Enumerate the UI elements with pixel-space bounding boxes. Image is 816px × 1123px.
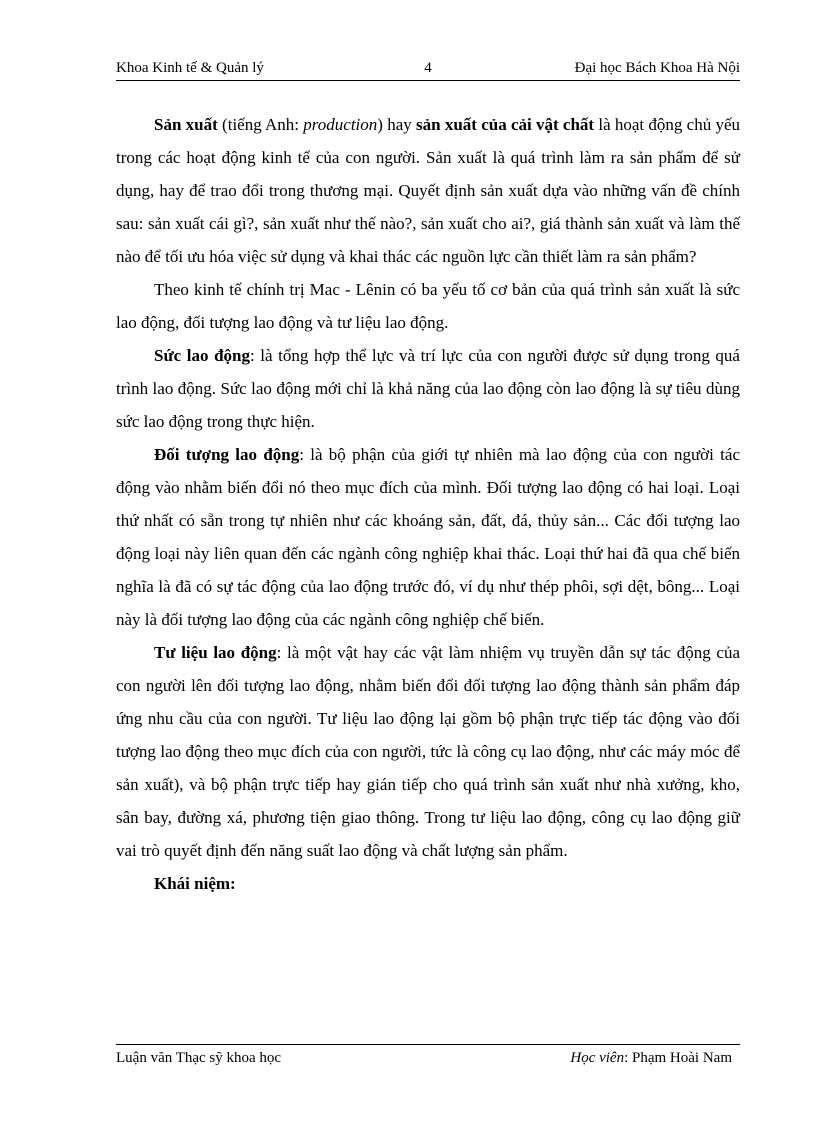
header-faculty: Khoa Kinh tế & Quản lý (116, 60, 264, 76)
page-number: 4 (424, 60, 432, 76)
term-san-xuat-cua-cai: sản xuất của cải vật chất (416, 115, 595, 134)
paragraph-doi-tuong-lao-dong: Đối tượng lao động: là bộ phận của giới tự nhiên mà lao động của con người tác động vào nhằm biến đổi nó theo mục đích của mình. Đối tượng lao động có hai loại. Loại thứ nhất có sẵn trong tự nhiên như các khoáng sản, đất, đá, thủy sản... Các đối tượng lao động loại này liên quan đến các ngành công nghiệp khai thác. Loại thứ hai đã qua chế biến nghĩa là đã có sự tác động của lao động trước đó, ví dụ như thép phôi, sợi dệt, bông... Loại này là đối tượng lao động của các ngành công nghiệp chế biến. (116, 445, 740, 629)
page-header (116, 56, 740, 81)
document-body (116, 108, 740, 900)
page-footer (116, 1044, 740, 1069)
footer-student-label: Học viên (570, 1050, 625, 1066)
footer-thesis-type: Luận văn Thạc sỹ khoa học (116, 1050, 282, 1066)
heading-khai-niem: Khái niệm: (154, 874, 236, 893)
paragraph-tu-lieu-lao-dong: Tư liệu lao động: là một vật hay các vật làm nhiệm vụ truyền dẫn sự tác động của con người lên đối tượng lao động, nhằm biến đổi đối tượng lao động thành sản phẩm đáp ứng nhu cầu của con người. Tư liệu lao động lại gồm bộ phận trực tiếp tác động vào đối tượng lao động theo mục đích của con người, tức là công cụ lao động, như các máy móc để sản xuất), và bộ phận trực tiếp hay gián tiếp cho quá trình sản xuất như nhà xưởng, kho, sân bay, đường xá, phương tiện giao thông. Trong tư liệu lao động, công cụ lao động giữ vai trò quyết định đến năng suất lao động và chất lượng sản phẩm. (116, 643, 740, 860)
term-san-xuat: Sản xuất (154, 115, 218, 134)
footer-student: Học viên: Phạm Hoài Nam (570, 1050, 732, 1066)
paragraph-khai-niem (116, 867, 740, 900)
header-university: Đại học Bách Khoa Hà Nội (574, 60, 740, 76)
term-tu-lieu-lao-dong: Tư liệu lao động (154, 643, 277, 662)
paragraph-suc-lao-dong: Sức lao động: là tổng hợp thể lực và trí lực của con người được sử dụng trong quá trình lao động. Sức lao động mới chỉ là khả năng của lao động còn lao động là sự tiêu dùng sức lao động trong thực hiện. (116, 346, 740, 431)
term-production: production (303, 115, 378, 134)
paragraph-san-xuat: Sản xuất (tiếng Anh: production) hay sản xuất của cải vật chất là hoạt động chủ yếu trong các hoạt động kinh tế của con người. Sản xuất là quá trình làm ra sản phẩm để sử dụng, hay để trao đổi trong thương mại. Quyết định sản xuất dựa vào những vấn đề chính sau: sản xuất cái gì?, sản xuất như thế nào?, sản xuất cho ai?, giá thành sản xuất và làm thế nào để tối ưu hóa việc sử dụng và khai thác các nguồn lực cần thiết làm ra sản phẩm? (116, 115, 741, 266)
term-suc-lao-dong: Sức lao động (154, 346, 250, 365)
footer-student-name: Phạm Hoài Nam (632, 1050, 732, 1066)
paragraph-ba-yeu-to: Theo kinh tế chính trị Mac - Lênin có ba yếu tố cơ bản của quá trình sản xuất là sức lao động, đối tượng lao động và tư liệu lao động. (116, 280, 740, 332)
term-doi-tuong-lao-dong: Đối tượng lao động (154, 445, 300, 464)
